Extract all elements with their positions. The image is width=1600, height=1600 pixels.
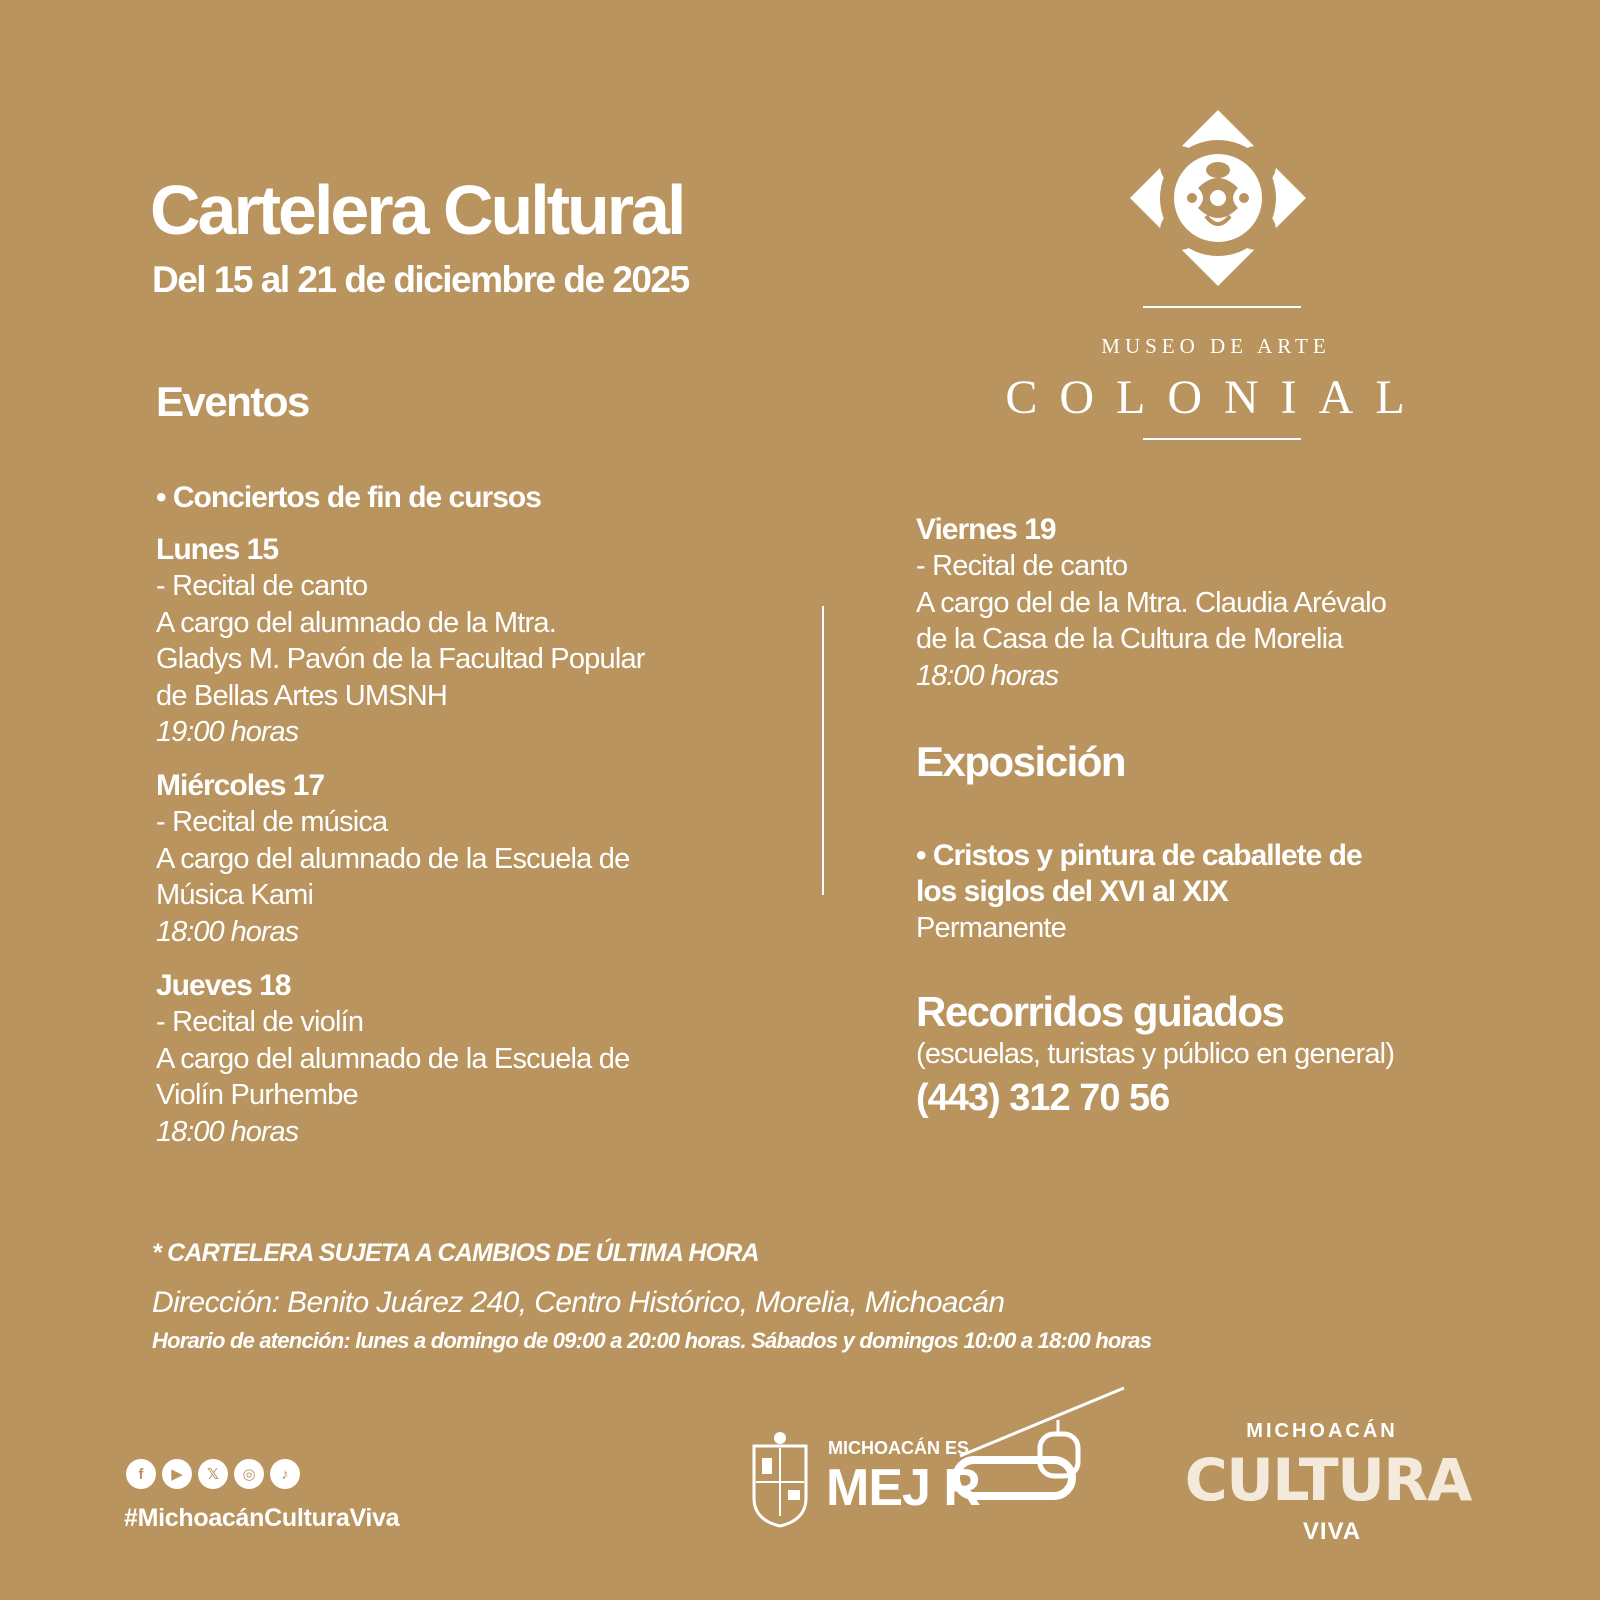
event-friday xyxy=(916,512,1526,694)
event-line: Violín Purhembe xyxy=(156,1079,358,1112)
logo-cultura-top: MICHOACÁN xyxy=(1246,1420,1398,1442)
event-time: 18:00 horas xyxy=(156,915,299,948)
tours-phone[interactable]: (443) 312 70 56 xyxy=(916,1077,1170,1119)
social-links xyxy=(126,1459,300,1489)
event-time: 19:00 horas xyxy=(156,716,299,749)
x-icon[interactable]: 𝕏 xyxy=(198,1459,228,1489)
museum-name-line2: COLONIAL xyxy=(1005,371,1427,424)
event-line: A cargo del alumnado de la Escuela de xyxy=(156,1042,630,1075)
tiktok-icon[interactable]: ♪ xyxy=(270,1459,300,1489)
exhibition-heading: Exposición xyxy=(916,738,1126,785)
instagram-icon[interactable]: ◎ xyxy=(234,1459,264,1489)
logo-cultura-main: CULTURA xyxy=(1184,1446,1472,1514)
museum-divider-bottom xyxy=(1143,438,1301,440)
logo-mejor-big: MEJ R xyxy=(826,1459,980,1517)
page-title: Cartelera Cultural xyxy=(150,171,684,249)
museum-name-line1: MUSEO DE ARTE xyxy=(1101,334,1331,358)
event-line: de Bellas Artes UMSNH xyxy=(156,679,448,712)
museum-divider-top xyxy=(1143,306,1301,308)
event-time: 18:00 horas xyxy=(156,1115,299,1148)
schedule-notice: * CARTELERA SUJETA A CAMBIOS DE ÚLTIMA HORA xyxy=(152,1239,759,1267)
opening-hours: Horario de atención: lunes a domingo de 09:00 a 20:00 horas. Sábados y domingos 10:00 a 18:00 horas xyxy=(152,1328,1152,1353)
tours-description: (escuelas, turistas y público en general) xyxy=(916,1038,1395,1070)
date-range: Del 15 al 21 de diciembre de 2025 xyxy=(152,259,689,300)
event-line: A cargo del alumnado de la Escuela de xyxy=(156,842,630,875)
events-heading: Eventos xyxy=(156,378,309,425)
event-time: 18:00 horas xyxy=(916,659,1059,692)
event-line: Música Kami xyxy=(156,879,314,912)
event-line: A cargo del de la Mtra. Claudia Arévalo xyxy=(916,586,1387,619)
column-divider xyxy=(822,606,824,895)
exhibition-item xyxy=(916,838,1526,947)
event-monday xyxy=(156,532,776,750)
event-line: - Recital de violín xyxy=(156,1006,364,1038)
event-line: - Recital de canto xyxy=(916,550,1128,582)
event-line: de la Casa de la Cultura de Morelia xyxy=(916,623,1343,656)
exhibition-title-line2: los siglos del XVI al XIX xyxy=(916,875,1228,908)
event-line: A cargo del alumnado de la Mtra. xyxy=(156,606,556,639)
event-thursday xyxy=(156,968,776,1150)
exhibition-status: Permanente xyxy=(916,912,1066,944)
event-day: Viernes 19 xyxy=(916,513,1056,546)
cable-car-icon xyxy=(950,1386,1130,1516)
logo-cultura-bottom: VIVA xyxy=(1302,1518,1362,1545)
facebook-icon[interactable]: f xyxy=(126,1459,156,1489)
event-line: - Recital de música xyxy=(156,806,388,838)
event-wednesday xyxy=(156,768,776,950)
event-line: Gladys M. Pavón de la Facultad Popular xyxy=(156,643,645,676)
hashtag: #MichoacánCulturaViva xyxy=(124,1504,400,1532)
address: Dirección: Benito Juárez 240, Centro Histórico, Morelia, Michoacán xyxy=(152,1286,1005,1319)
museum-emblem xyxy=(1128,108,1308,288)
event-day: Lunes 15 xyxy=(156,533,279,566)
museum-emblem-icon xyxy=(1128,108,1308,288)
state-shield-logo xyxy=(748,1428,812,1528)
event-day: Jueves 18 xyxy=(156,969,291,1002)
cable-car-graphic xyxy=(950,1386,1130,1516)
shield-icon xyxy=(748,1428,812,1528)
exhibition-title-line1: • Cristos y pintura de caballete de xyxy=(916,839,1362,872)
events-bullet: • Conciertos de fin de cursos xyxy=(156,481,541,514)
tours-heading: Recorridos guiados xyxy=(916,988,1284,1035)
event-line: - Recital de canto xyxy=(156,570,368,602)
event-day: Miércoles 17 xyxy=(156,769,325,802)
logo-mejor-small: MICHOACÁN ES xyxy=(828,1438,970,1458)
youtube-icon[interactable]: ▶ xyxy=(162,1459,192,1489)
